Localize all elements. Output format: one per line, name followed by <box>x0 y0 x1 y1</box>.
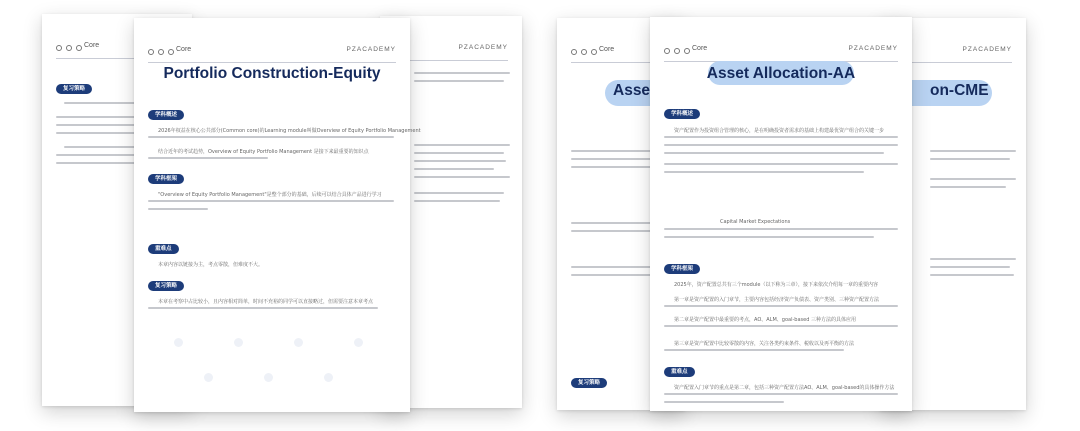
portfolio-construction-page <box>134 18 421 412</box>
window-dot-icon <box>148 49 154 55</box>
key-points-text: 资产配置入门章节的重点是第二章，包括三种资产配置方法AO、ALM、goal-based的具体操作方法 <box>674 385 895 391</box>
overview-text: 资产配置作为投资组合管理的核心，是在明确投资者需求的基础上构建最优资产组合的关键一步 <box>674 128 885 134</box>
window-dot-icon <box>168 49 174 55</box>
section-tag-overview: 学科概述 <box>148 110 184 120</box>
brand-label: PZACADEMY <box>848 45 898 52</box>
section-tag-overview: 学科概述 <box>664 109 700 119</box>
brand-label: PZACADEMY <box>458 44 508 51</box>
framework-text-3: 第三章是资产配置中比较零散的内容，关注各类约束条件、税收以及再平衡的方法 <box>674 341 855 347</box>
section-tag-framework: 学科框架 <box>664 264 700 274</box>
window-dot-icon <box>591 49 597 55</box>
cme-text: Capital Market Expectations <box>720 219 791 225</box>
window-dot-icon <box>581 49 587 55</box>
framework-text: 2025年，资产配置总共有三个module（以下称为三章），接下来依次介绍每一章的重要内容 <box>674 282 878 288</box>
section-tag-key-points: 重难点 <box>664 367 695 377</box>
brand-label: PZACADEMY <box>962 46 1012 53</box>
peek-title-right: on-CME <box>930 82 989 99</box>
section-tag: 复习策略 <box>571 378 607 388</box>
brand-label: PZACADEMY <box>346 46 396 53</box>
asset-allocation-page <box>650 17 912 411</box>
window-dot-icon <box>664 48 670 54</box>
section-tag-key-points: 重难点 <box>148 244 179 254</box>
core-label: Core <box>84 42 100 49</box>
window-dot-icon <box>56 45 62 51</box>
framework-text: "Overview of Equity Portfolio Management"是整个部分的基础，后续可以结合具体产品进行学习 <box>158 192 382 198</box>
page-title: Asset Allocation-AA <box>706 65 856 82</box>
window-dot-icon <box>571 49 577 55</box>
window-dot-icon <box>66 45 72 51</box>
core-label: Core <box>599 46 615 53</box>
framework-text-1: 第一章是资产配置的入门章节，主要内容包括经济资产负债表、资产类别、三种资产配置方法 <box>674 297 880 303</box>
section-tag: 复习策略 <box>56 84 92 94</box>
window-dot-icon <box>158 49 164 55</box>
framework-text-2: 第二章是资产配置中最重要的考点，AO、ALM、goal-based 三种方法的具体应用 <box>674 317 856 323</box>
section-tag-review: 复习策略 <box>148 281 184 291</box>
overview-text: 2026年权益在核心公共部分(Common core)的Learning module叫做Overview of Equity Portfolio Management <box>158 128 421 134</box>
page-title: Portfolio Construction-Equity <box>163 65 381 82</box>
window-dot-icon <box>76 45 82 51</box>
overview-text-2: 结合近年的考试趋势，Overview of Equity Portfolio Management 是接下来最重要的知识点 <box>158 149 369 155</box>
window-dot-icon <box>674 48 680 54</box>
core-label: Core <box>692 45 708 52</box>
section-tag-framework: 学科框架 <box>148 174 184 184</box>
review-text: 本章在考察中占比较小，且内容相对简单，时间不充裕的同学可以直接略过，但需要注意本章考点 <box>158 299 374 305</box>
core-label: Core <box>176 46 192 53</box>
peek-title-left: Asse <box>613 82 651 99</box>
window-dot-icon <box>684 48 690 54</box>
key-points-text: 本章内容以链接为主，考点零散，但难度不大。 <box>158 262 264 268</box>
